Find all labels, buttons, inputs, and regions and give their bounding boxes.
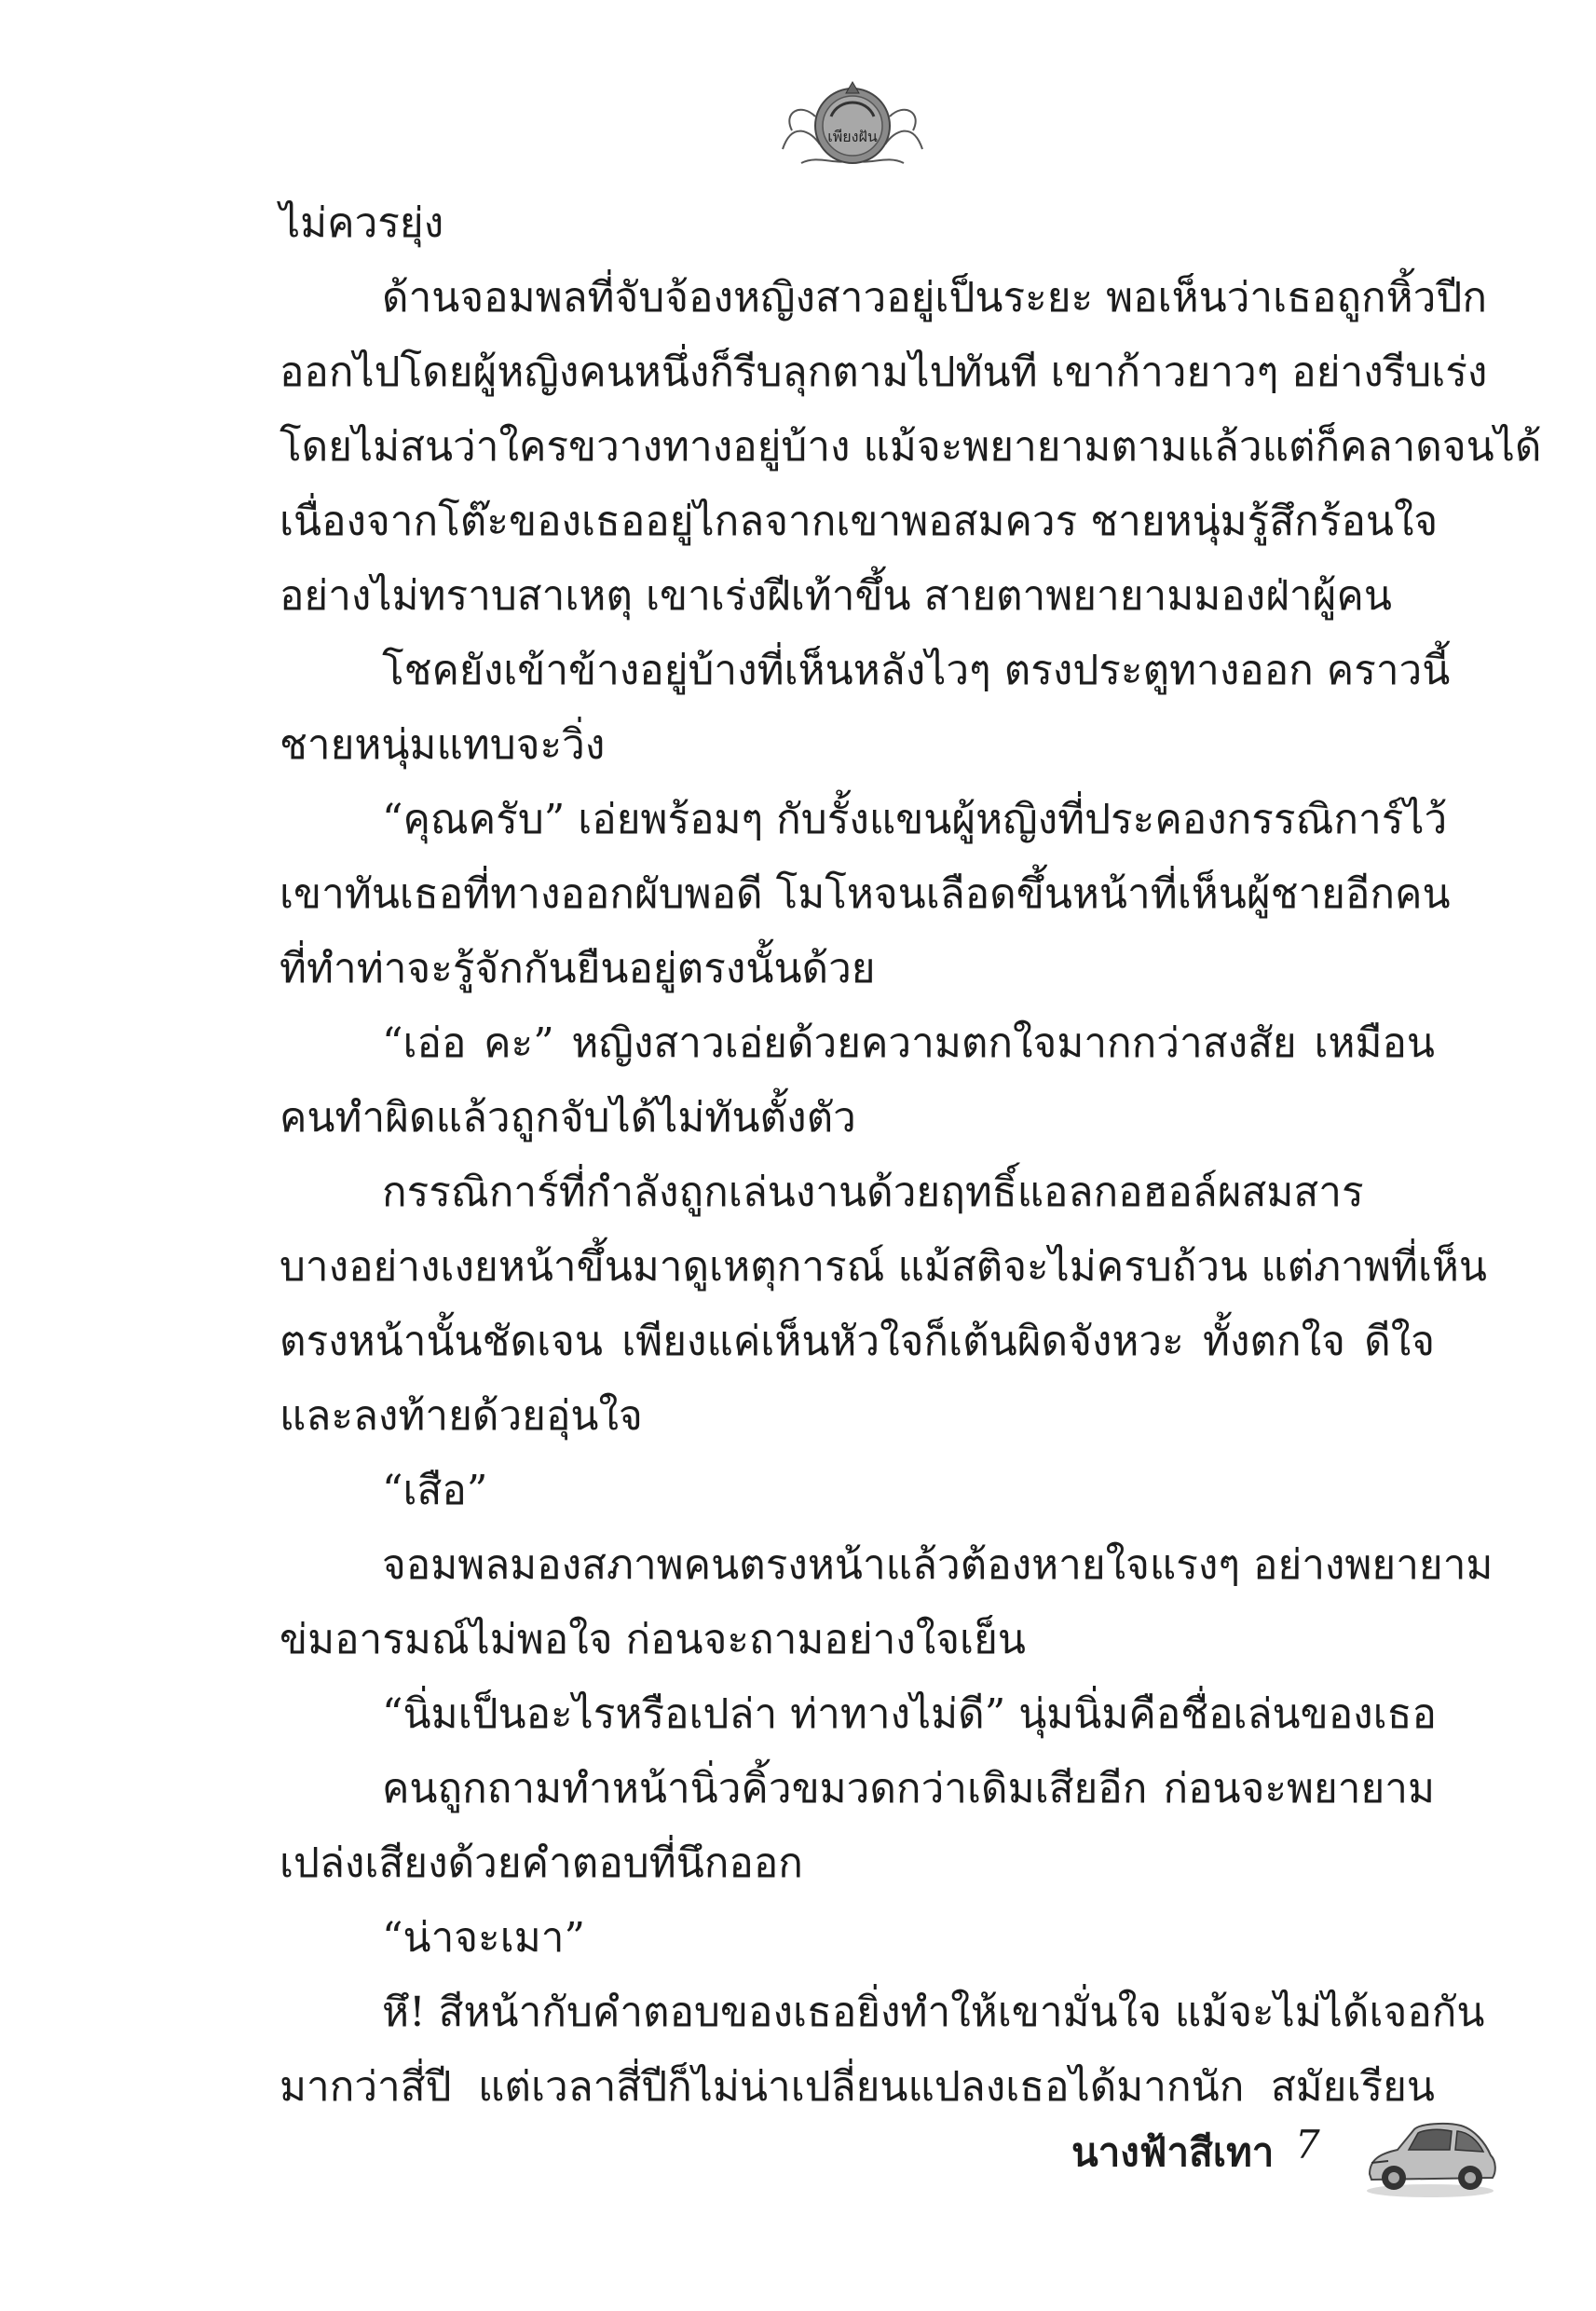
book-title: นางฟ้าสีเทา — [1071, 2129, 1275, 2175]
text-line: เปล่งเสียงด้วยคำตอบที่นึกออก — [280, 1839, 803, 1887]
text-line: “คุณครับ” เอ่ยพร้อมๆ กับรั้งแขนผู้หญิงที่ประคองกรรณิการ์ไว้ — [382, 796, 1448, 843]
text-line: คนถูกถามทำหน้านิ่วคิ้วขมวดกว่าเดิมเสียอีก ก่อนจะพยายาม — [382, 1765, 1435, 1812]
text-line: หึ! สีหน้ากับคำตอบของเธอยิ่งทำให้เขามั่นใจ แม้จะไม่ได้เจอกัน — [382, 1989, 1485, 2036]
text-line: “นิ่มเป็นอะไรหรือเปล่า ท่าทางไม่ดี” นุ่มนิ่มคือชื่อเล่นของเธอ — [382, 1690, 1437, 1738]
text-line: “น่าจะเมา” — [382, 1914, 585, 1962]
text-line: กรรณิการ์ที่กำลังถูกเล่นงานด้วยฤทธิ์แอลกอฮอล์ผสมสาร — [382, 1169, 1364, 1216]
text-line: บางอย่างเงยหน้าขึ้นมาดูเหตุการณ์ แม้สติจะไม่ครบถ้วน แต่ภาพที่เห็น — [280, 1243, 1487, 1291]
car-icon — [1360, 2101, 1500, 2204]
text-line: จอมพลมองสภาพคนตรงหน้าแล้วต้องหายใจแรงๆ อย่างพยายาม — [382, 1541, 1494, 1589]
text-line: ด้านจอมพลที่จับจ้องหญิงสาวอยู่เป็นระยะ พอเห็นว่าเธอถูกหิ้วปีก — [382, 274, 1487, 321]
text-line: “เอ่อ คะ” หญิงสาวเอ่ยด้วยความตกใจมากกว่าสงสัย เหมือน — [382, 1019, 1435, 1067]
decorative-emblem-icon — [773, 65, 932, 177]
text-line: มากว่าสี่ปี แต่เวลาสี่ปีก็ไม่น่าเปลี่ยนแปลงเธอได้มากนัก สมัยเรียน — [280, 2063, 1435, 2111]
text-line: เนื่องจากโต๊ะของเธออยู่ไกลจากเขาพอสมควร ชายหนุ่มรู้สึกร้อนใจ — [280, 498, 1439, 545]
text-line: และลงท้ายด้วยอุ่นใจ — [280, 1392, 643, 1440]
text-line: อย่างไม่ทราบสาเหตุ เขาเร่งฝีเท้าขึ้น สายตาพยายามมองฝ่าผู้คน — [280, 572, 1392, 620]
text-line: ชายหนุ่มแทบจะวิ่ง — [280, 721, 606, 769]
text-line: “เสือ” — [382, 1467, 488, 1514]
emblem-text: เพียงฝัน — [827, 128, 878, 145]
text-line: โชคยังเข้าข้างอยู่บ้างที่เห็นหลังไวๆ ตรงประตูทางออก คราวนี้ — [382, 647, 1451, 694]
text-line: ข่มอารมณ์ไม่พอใจ ก่อนจะถามอย่างใจเย็น — [280, 1616, 1026, 1663]
text-line: โดยไม่สนว่าใครขวางทางอยู่บ้าง แม้จะพยายามตามแล้วแต่ก็คลาดจนได้ — [280, 423, 1542, 471]
text-line: ไม่ควรยุ่ง — [280, 199, 444, 247]
page-footer — [1071, 2101, 1537, 2204]
text-line: เขาทันเธอที่ทางออกผับพอดี โมโหจนเลือดขึ้นหน้าที่เห็นผู้ชายอีกคน — [280, 870, 1451, 918]
page-number: 7 — [1295, 2122, 1320, 2167]
text-line: คนทำผิดแล้วถูกจับได้ไม่ทันตั้งตัว — [280, 1094, 856, 1142]
text-line: ตรงหน้านั้นชัดเจน เพียงแค่เห็นหัวใจก็เต้นผิดจังหวะ ทั้งตกใจ ดีใจ — [280, 1318, 1435, 1365]
text-line: ที่ทำท่าจะรู้จักกันยืนอยู่ตรงนั้นด้วย — [280, 945, 876, 992]
text-line: ออกไปโดยผู้หญิงคนหนึ่งก็รีบลุกตามไปทันที เขาก้าวยาวๆ อย่างรีบเร่ง — [280, 349, 1488, 396]
body-text — [280, 186, 1542, 2125]
